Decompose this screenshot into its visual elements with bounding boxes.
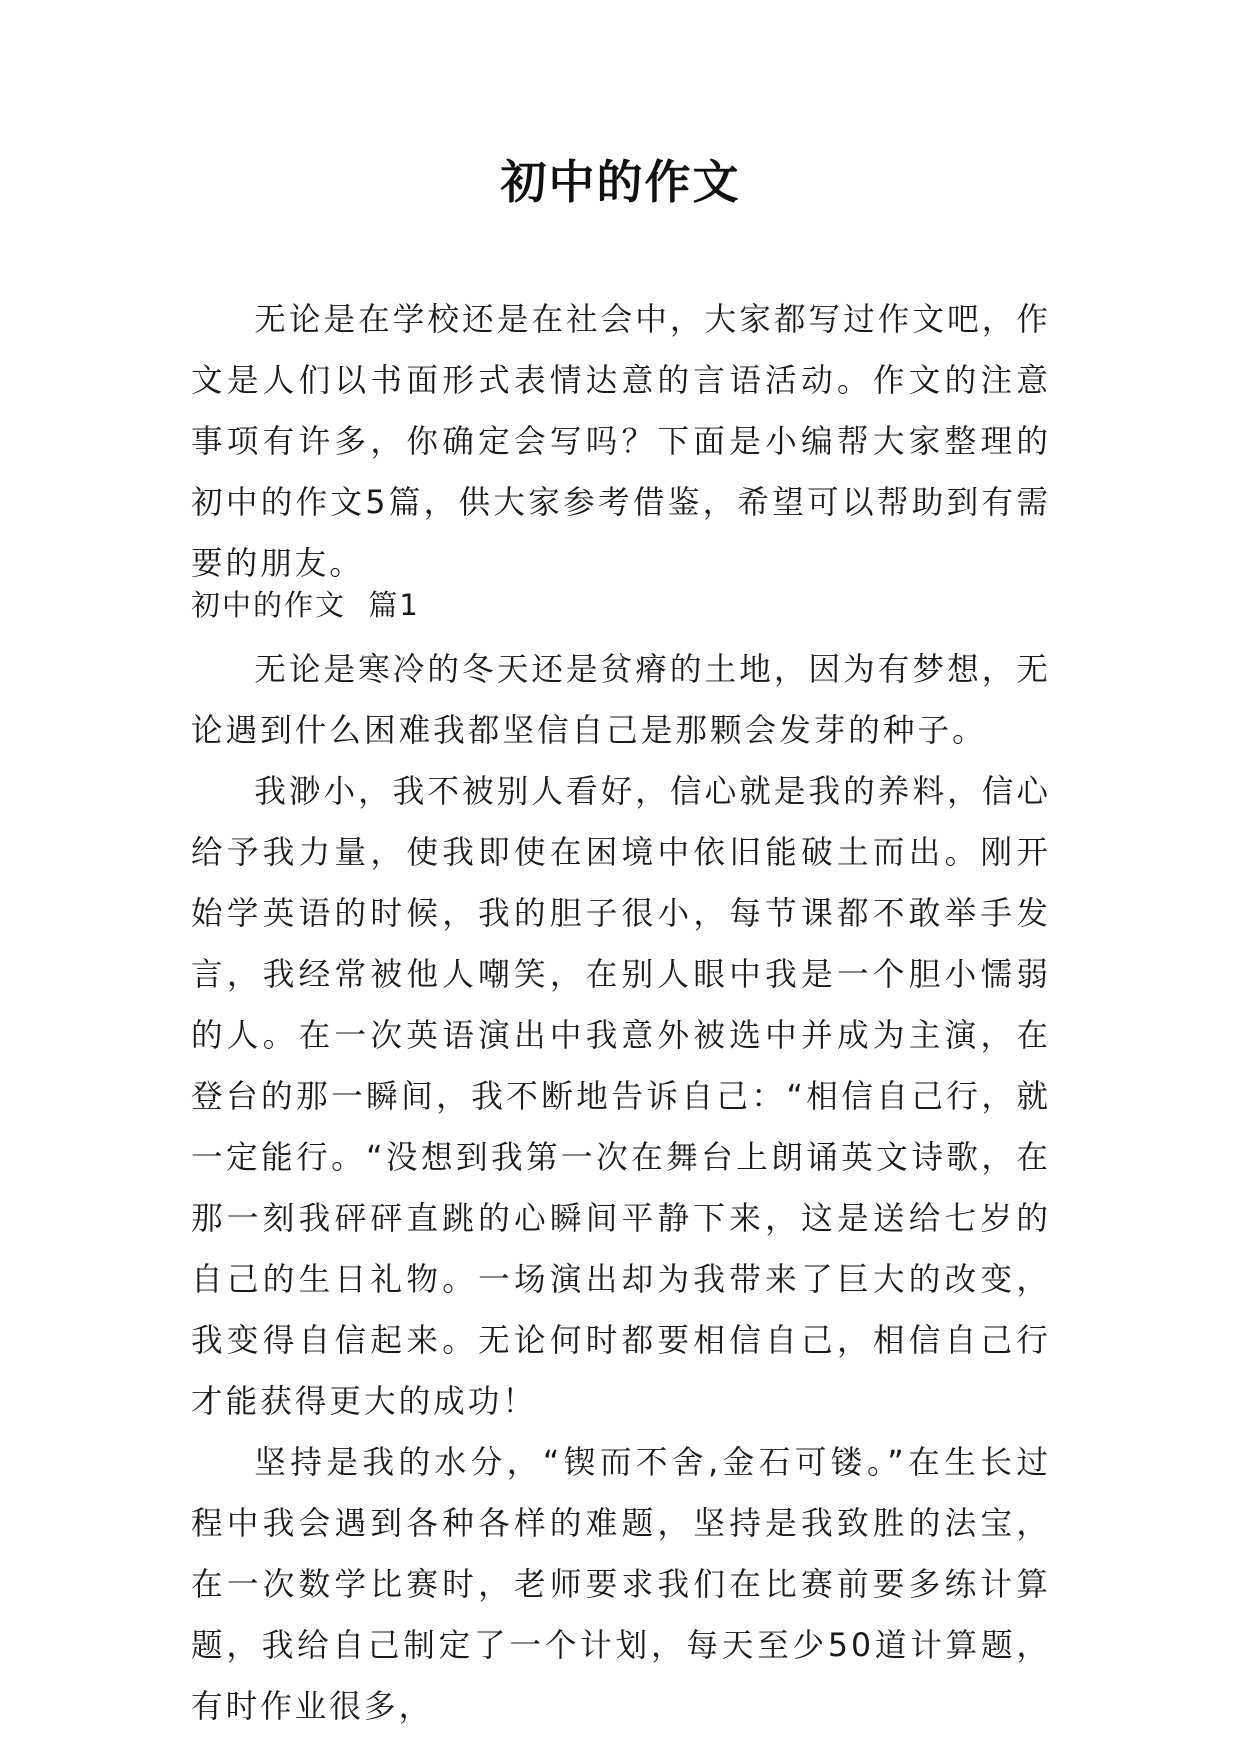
document-title: 初中的作文 — [500, 155, 741, 209]
intro-paragraph: 无论是在学校还是在社会中，大家都写过作文吧，作文是人们以书面形式表情达意的言语活动。作文的注意事项有许多，你确定会写吗？下面是小编帮大家整理的初中的作文5篇，供大家参考借鉴，希望可以帮助到有需要的朋友。 — [191, 302, 1051, 582]
essay-paragraph-3: 坚持是我的水分，“锲而不舍,金石可镂。”在生长过程中我会遇到各种各样的难题，坚持是我致胜的法宝，在一次数学比赛时，老师要求我们在比赛前要多练计算题，我给自己制定了一个计划，每天至少50道计算题，有时作业很多， — [191, 1445, 1051, 1725]
essay-paragraph-2: 我渺小，我不被别人看好，信心就是我的养料，信心给予我力量，使我即使在困境中依旧能破土而出。刚开始学英语的时候，我的胆子很小，每节课都不敢举手发言，我经常被他人嘲笑，在别人眼中我是一个胆小懦弱的人。在一次英语演出中我意外被选中并成为主演，在登台的那一瞬间，我不断地告诉自己：“相信自己行，就一定能行。“没想到我第一次在舞台上朗诵英文诗歌，在那一刻我砰砰直跳的心瞬间平静下来，这是送给七岁的自己的生日礼物。一场演出却为我带来了巨大的改变，我变得自信起来。无论何时都要相信自己，相信自己行才能获得更大的成功！ — [191, 774, 1051, 1420]
essay-body — [191, 640, 1051, 1738]
essay-paragraph-1: 无论是寒冷的冬天还是贫瘠的土地，因为有梦想，无论遇到什么困难我都坚信自己是那颗会发芽的种子。 — [191, 652, 1051, 749]
section-heading: 初中的作文 篇1 — [191, 588, 420, 622]
intro-block — [191, 290, 1051, 595]
